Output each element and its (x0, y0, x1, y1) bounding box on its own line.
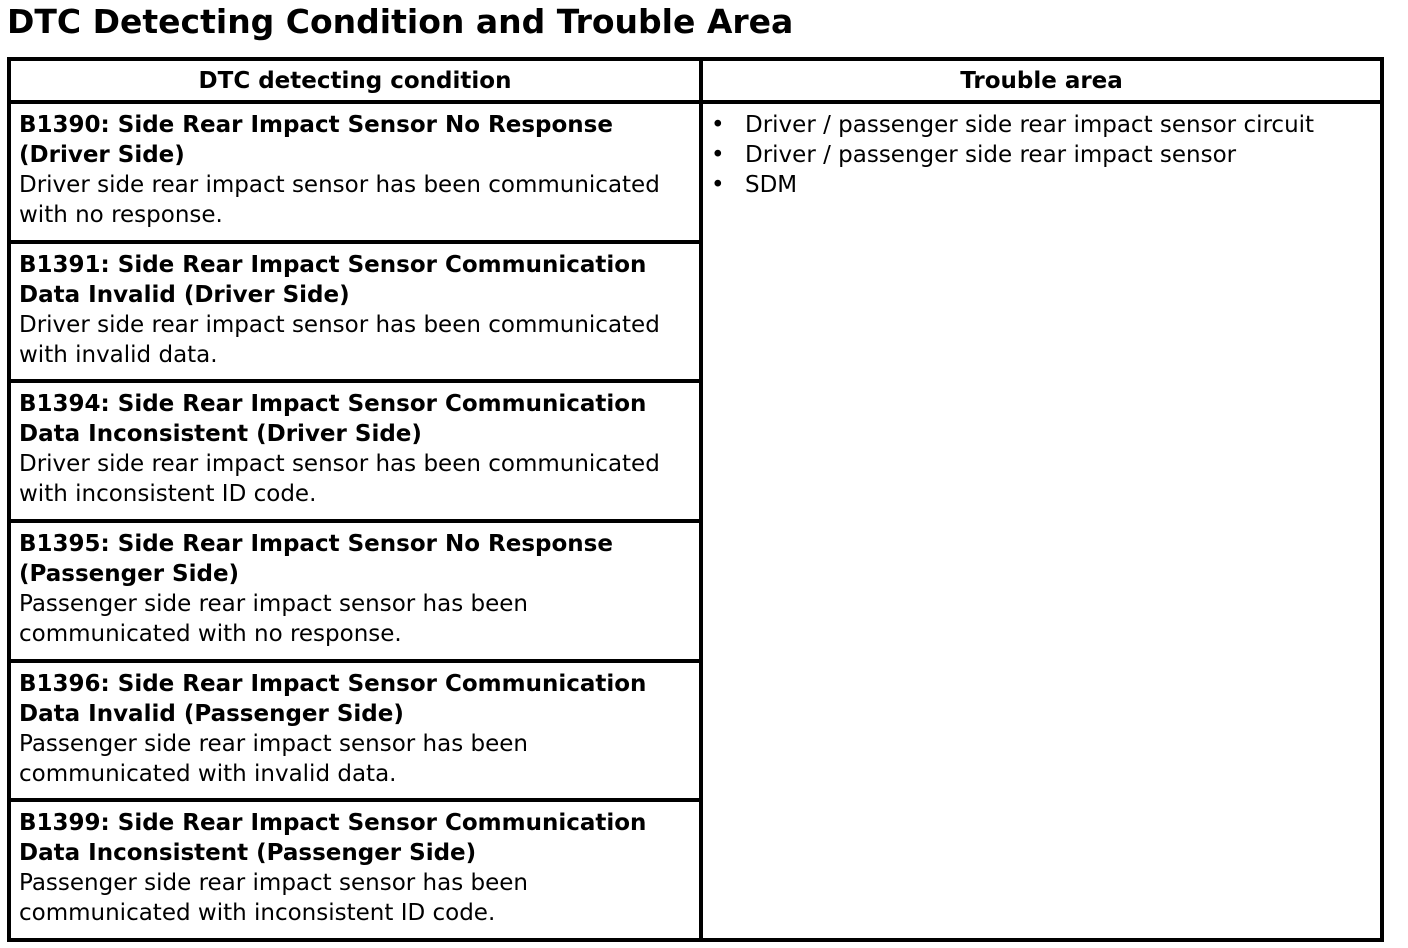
dtc-code-title: B1396: Side Rear Impact Sensor Communication Data Invalid (Passenger Side) (19, 670, 647, 727)
column-header-condition: DTC detecting condition (9, 59, 701, 102)
dtc-description: Passenger side rear impact sensor has been communicated with inconsistent ID code. (19, 870, 528, 927)
dtc-code-title: B1390: Side Rear Impact Sensor No Response (Driver Side) (19, 112, 613, 168)
list-item (711, 170, 1374, 200)
dtc-description: Driver side rear impact sensor has been communicated with inconsistent ID code. (19, 451, 660, 508)
trouble-area-item: Driver / passenger side rear impact sensor circuit (745, 112, 1315, 138)
condition-cell (9, 381, 701, 521)
column-header-trouble-area: Trouble area (701, 59, 1382, 102)
dtc-code-title: B1394: Side Rear Impact Sensor Communication Data Inconsistent (Driver Side) (19, 391, 647, 448)
trouble-area-list (711, 110, 1374, 200)
dtc-code-title: B1399: Side Rear Impact Sensor Communication Data Inconsistent (Passenger Side) (19, 810, 647, 867)
dtc-description: Driver side rear impact sensor has been communicated with invalid data. (19, 311, 660, 368)
dtc-description: Passenger side rear impact sensor has been communicated with invalid data. (19, 730, 528, 787)
table-header-row (9, 59, 1382, 102)
condition-cell (9, 661, 701, 801)
dtc-code-title: B1391: Side Rear Impact Sensor Communication Data Invalid (Driver Side) (19, 251, 647, 308)
bullet-icon: • (711, 142, 725, 168)
dtc-code-title: B1395: Side Rear Impact Sensor No Response (Passenger Side) (19, 530, 613, 587)
bullet-icon: • (711, 172, 725, 198)
trouble-area-item: SDM (745, 172, 798, 198)
dtc-table (7, 57, 1384, 942)
dtc-description: Passenger side rear impact sensor has been communicated with no response. (19, 590, 528, 647)
list-item (711, 140, 1374, 170)
condition-cell (9, 521, 701, 661)
page-title: DTC Detecting Condition and Trouble Area (7, 2, 794, 41)
trouble-area-item: Driver / passenger side rear impact sensor (745, 142, 1237, 168)
table-row (9, 102, 1382, 242)
condition-cell (9, 800, 701, 940)
trouble-area-cell (701, 102, 1382, 940)
condition-cell (9, 242, 701, 382)
list-item (711, 110, 1374, 140)
condition-cell (9, 102, 701, 242)
dtc-description: Driver side rear impact sensor has been communicated with no response. (19, 172, 660, 228)
bullet-icon: • (711, 112, 725, 138)
